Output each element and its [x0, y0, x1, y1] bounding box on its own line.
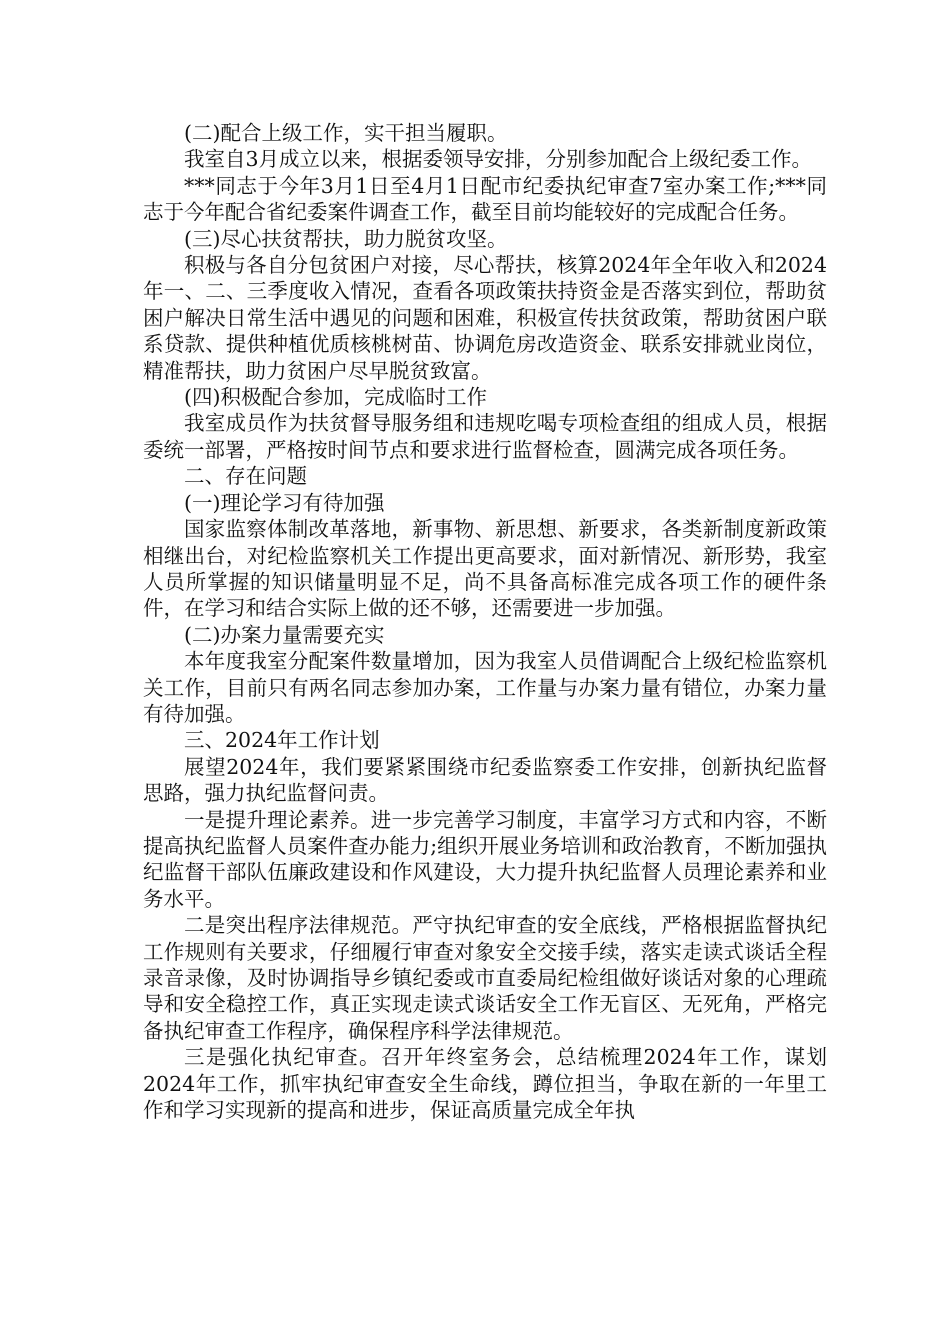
section-heading: (二)配合上级工作，实干担当履职。 — [184, 121, 508, 145]
document-body — [143, 120, 827, 1123]
section-heading: (三)尽心扶贫帮扶，助力脱贫攻坚。 — [184, 226, 508, 251]
paragraph: 展望2024年，我们要紧紧围绕市纪委监察委工作安排，创新执纪监督思路，强力执纪监督问责。 — [143, 754, 827, 806]
paragraph: 国家监察体制改革落地，新事物、新思想、新要求，各类新制度新政策相继出台，对纪检监察机关工作提出更高要求，面对新情况、新形势，我室人员所掌握的知识储量明显不足，尚不具备高标准完成各项工作的硬件条件，在学习和结合实际上做的还不够，还需要进一步加强。 — [143, 517, 827, 621]
paragraph: 我室自3月成立以来，根据委领导安排，分别参加配合上级纪委工作。 — [184, 147, 813, 172]
paragraph: 一是提升理论素养。进一步完善学习制度，丰富学习方式和内容，不断提高执纪监督人员案件查办能力;组织开展业务培训和政治教育，不断加强执纪监督干部队伍廉政建设和作风建设，大力提升执纪监督人员理论素养和业务水平。 — [143, 807, 827, 911]
paragraph: 三是强化执纪审查。召开年终室务会，总结梳理2024年工作，谋划2024年工作，抓牢执纪审查安全生命线，蹲位担当，争取在新的一年里工作和学习实现新的提高和进步，保证高质量完成全年执 — [143, 1045, 827, 1123]
section-heading: (四)积极配合参加，完成临时工作 — [184, 385, 487, 410]
paragraph: 本年度我室分配案件数量增加，因为我室人员借调配合上级纪检监察机关工作，目前只有两名同志参加办案，工作量与办案力量有错位，办案力量有待加强。 — [143, 649, 827, 726]
paragraph: 积极与各自分包贫困户对接，尽心帮扶，核算2024年全年收入和2024年一、二、三季度收入情况，查看各项政策扶持资金是否落实到位，帮助贫困户解决日常生活中遇见的问题和困难，积极宣传扶贫政策，帮助贫困户联系贷款、提供种植优质核桃树苗、协调危房改造资金、联系安排就业岗位，精准帮扶，助力贫困户尽早脱贫致富。 — [143, 253, 827, 383]
section-heading: (一)理论学习有待加强 — [184, 490, 385, 515]
paragraph: 二是突出程序法律规范。严守执纪审查的安全底线，严格根据监督执纪工作规则有关要求，仔细履行审查对象安全交接手续，落实走读式谈话全程录音录像，及时协调指导乡镇纪委或市直委局纪检组做好谈话对象的心理疏导和安全稳控工作，真正实现走读式谈话安全工作无盲区、无死角，严格完备执纪审查工作程序，确保程序科学法律规范。 — [143, 913, 827, 1043]
section-heading: 二、存在问题 — [184, 464, 307, 489]
paragraph: ***同志于今年3月1日至4月1日配市纪委执纪审查7室办案工作;***同志于今年配合省纪委案件调查工作，截至目前均能较好的完成配合任务。 — [143, 173, 827, 225]
section-heading: (二)办案力量需要充实 — [184, 622, 385, 647]
paragraph: 我室成员作为扶贫督导服务组和违规吃喝专项检查组的组成人员，根据委统一部署，严格按时间节点和要求进行监督检查，圆满完成各项任务。 — [143, 411, 827, 462]
section-heading: 三、2024年工作计划 — [184, 728, 380, 753]
